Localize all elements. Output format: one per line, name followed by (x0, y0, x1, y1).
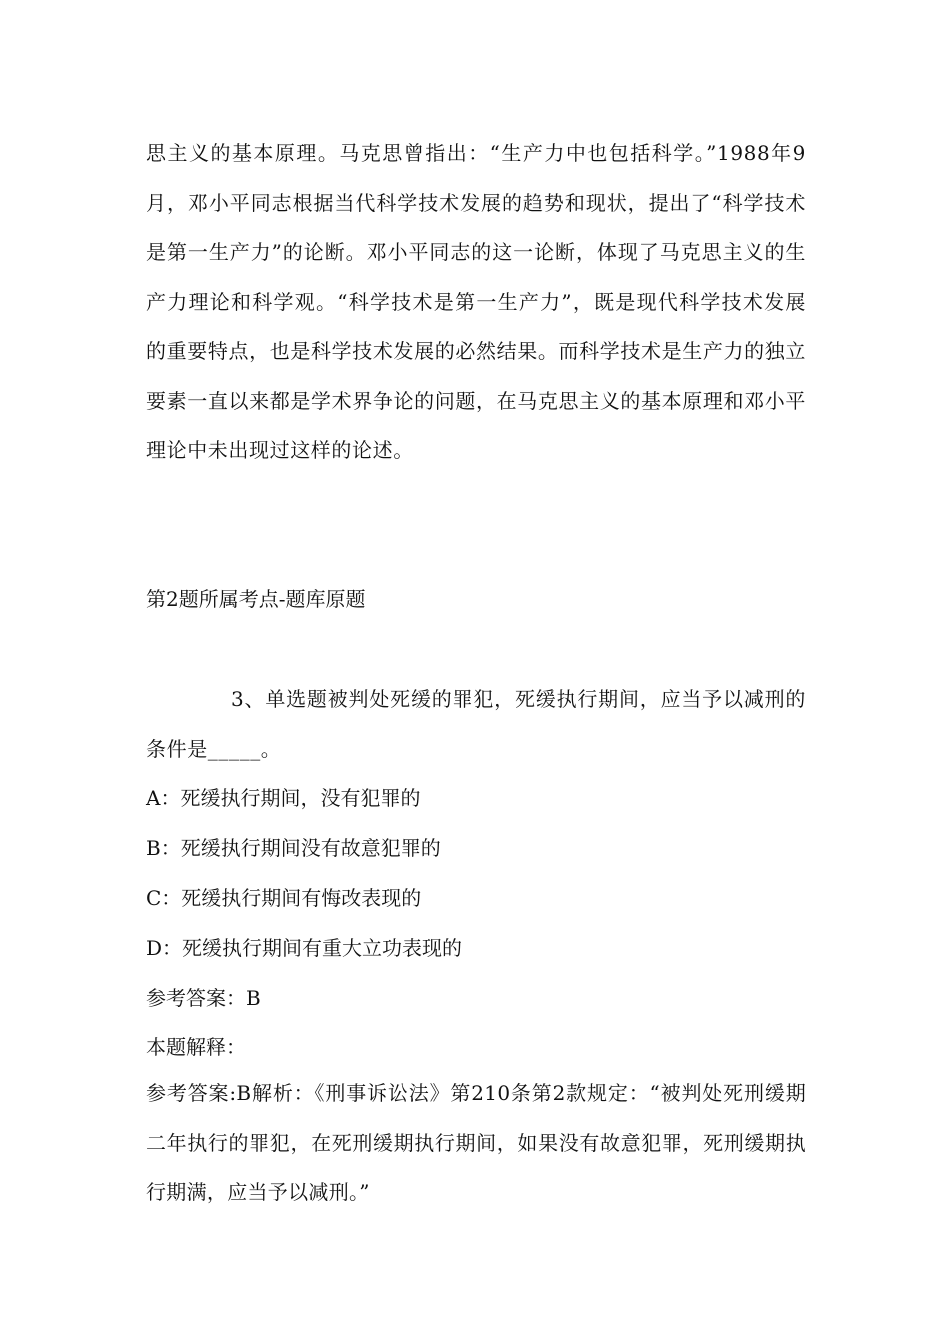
option-a: A：死缓执行期间，没有犯罪的 (146, 786, 421, 810)
option-d: D：死缓执行期间有重大立功表现的 (146, 936, 463, 960)
section-label: 第2题所属考点-题库原题 (146, 587, 366, 611)
explanation-body: 参考答案:B解析：《刑事诉讼法》第210条第2款规定：“被判处死刑缓期二年执行的罪犯，在死刑缓期执行期间，如果没有故意犯罪，死刑缓期执行期满，应当予以减刑。” (146, 1081, 806, 1204)
option-b: B：死缓执行期间没有故意犯罪的 (146, 836, 441, 860)
question-stem: 3、单选题被判处死缓的罪犯，死缓执行期间，应当予以减刑的条件是_____。 (146, 687, 806, 761)
explanation-title: 本题解释： (146, 1035, 246, 1059)
option-c: C：死缓执行期间有悔改表现的 (146, 886, 422, 910)
passage-paragraph: 思主义的基本原理。马克思曾指出：“生产力中也包括科学。”1988年9月，邓小平同志根据当代科学技术发展的趋势和现状，提出了“科学技术是第一生产力”的论断。邓小平同志的这一论断，体现了马克思主义的生产力理论和科学观。“科学技术是第一生产力”，既是现代科学技术发展的重要特点，也是科学技术发展的必然结果。而科学技术是生产力的独立要素一直以来都是学术界争论的问题，在马克思主义的基本原理和邓小平理论中未出现过这样的论述。 (146, 141, 806, 462)
reference-answer: 参考答案：B (146, 986, 261, 1010)
